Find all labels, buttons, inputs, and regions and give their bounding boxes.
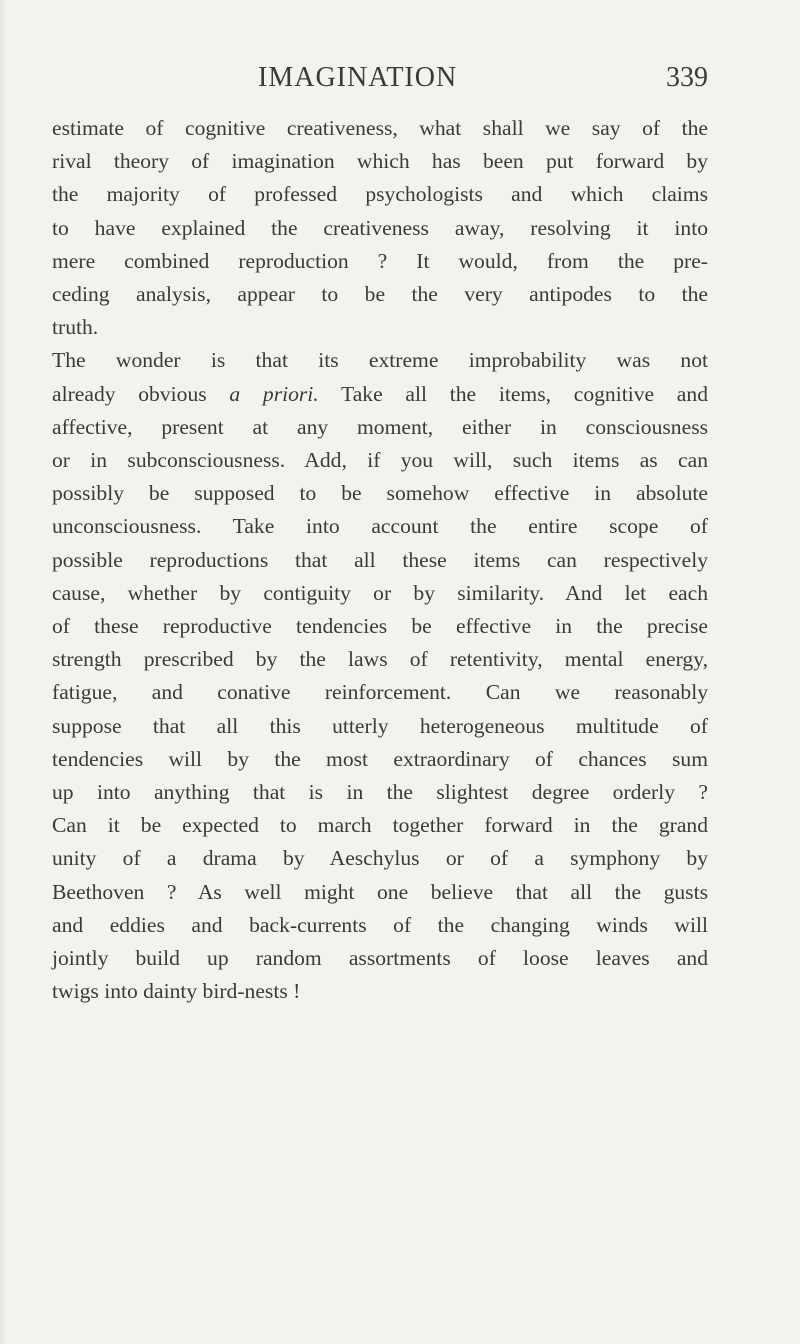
- text-line: strength prescribed by the laws of retentivity, mental energy,: [52, 647, 708, 672]
- text-line: the majority of professed psychologists and which claims: [52, 182, 708, 207]
- text-line-with-italic: [52, 378, 708, 411]
- text-line: Beethoven ? As well might one believe that all the gusts: [52, 879, 708, 904]
- text-line: rival theory of imagination which has been put forward by: [52, 149, 708, 174]
- page-gutter-shadow: [0, 0, 6, 1344]
- text-line: unity of a drama by Aeschylus or of a symphony by: [52, 846, 708, 871]
- text-line: cause, whether by contiguity or by similarity. And let each: [52, 580, 708, 605]
- text-line: to have explained the creativeness away, resolving it into: [52, 215, 708, 240]
- text-line: mere combined reproduction ? It would, from the pre-: [52, 248, 708, 273]
- running-head: [258, 62, 708, 102]
- text-line: estimate of cognitive creativeness, what shall we say of the: [52, 116, 708, 140]
- text-line: of these reproductive tendencies be effective in the precise: [52, 614, 708, 639]
- text-line: suppose that all this utterly heterogeneous multitude of: [52, 713, 708, 738]
- text-line: The wonder is that its extreme improbability was not: [52, 348, 708, 373]
- text-line: unconsciousness. Take into account the entire scope of: [52, 514, 708, 539]
- text-line: fatigue, and conative reinforcement. Can we reasonably: [52, 680, 708, 705]
- text-line: possibly be supposed to be somehow effective in absolute: [52, 481, 708, 506]
- text-line: possible reproductions that all these items can respectively: [52, 547, 708, 572]
- text-line: twigs into dainty bird-nests !: [52, 979, 301, 1004]
- text-line: Can it be expected to march together forward in the grand: [52, 813, 708, 838]
- running-head-title: IMAGINATION: [258, 62, 458, 93]
- text-line: affective, present at any moment, either in consciousness: [52, 414, 708, 439]
- text-line: ceding analysis, appear to be the very antipodes to the: [52, 282, 708, 307]
- body-text: [52, 112, 708, 1008]
- page-number: 339: [666, 62, 708, 93]
- text-line: tendencies will by the most extraordinary of chances sum: [52, 746, 708, 771]
- text-line: truth.: [52, 315, 99, 340]
- italic-phrase: a priori.: [229, 381, 319, 406]
- text-line: jointly build up random assortments of loose leaves and: [52, 946, 708, 971]
- text-line: up into anything that is in the slightest degree orderly ?: [52, 780, 708, 805]
- text-span: already obvious: [52, 381, 230, 406]
- text-line: and eddies and back-currents of the changing winds will: [52, 912, 708, 937]
- text-line: or in subconsciousness. Add, if you will, such items as can: [52, 448, 708, 473]
- text-span: Take all the items, cognitive and: [318, 381, 708, 406]
